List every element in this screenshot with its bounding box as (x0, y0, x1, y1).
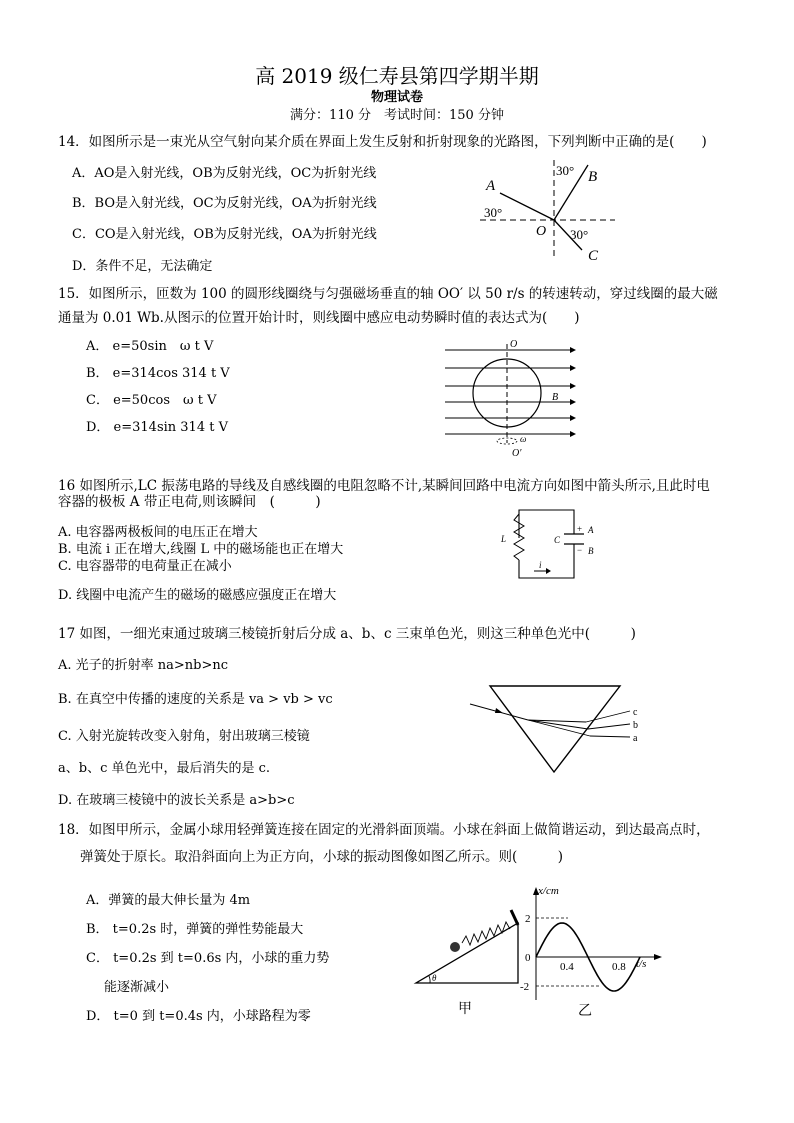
q18-option-b[interactable]: B． t=0.2s 时，弹簧的弹性势能最大 (86, 922, 304, 937)
out-ray-a (590, 736, 630, 737)
q14-option-d[interactable]: D．条件不足，无法确定 (72, 259, 213, 274)
subject-title: 物理试卷 (370, 90, 423, 105)
label-a: a (633, 733, 638, 744)
q14-option-a[interactable]: A．AO是入射光线，OB为反射光线，OC为折射光线 (72, 166, 377, 181)
ray-ao (500, 193, 554, 220)
label-c: C (588, 248, 599, 264)
label-a: A (486, 178, 496, 194)
q14-stem: 14．如图所示是一束光从空气射向某介质在界面上发生反射和折射现象的光路图，下列判断中正确的是( ) (58, 134, 707, 150)
x-tick-label-2: 0.8 (612, 961, 626, 973)
q16-stem-line2: 容器的极板 A 带正电荷,则该瞬间 ( ) (58, 494, 321, 510)
q16-stem-line1: 16 如图所示,LC 振荡电路的导线及自感线圈的电阻忽略不计,某瞬间回路中电流方向如图中箭头所示,且此时电 (58, 478, 710, 494)
label-b: b (633, 720, 638, 731)
field-arrows (570, 347, 576, 437)
y-axis-label: x/cm (538, 885, 559, 897)
q16-option-c[interactable]: C. 电容器带的电荷量正在减小 (58, 559, 232, 574)
q16-option-d[interactable]: D. 线圈中电流产生的磁场的磁感应强度正在增大 (58, 588, 337, 603)
metal-ball (450, 942, 460, 952)
caption-yi: 乙 (578, 1004, 592, 1019)
q14-light-path-figure (470, 155, 620, 265)
x-axis-label: t/s (636, 958, 647, 970)
label-minus: − (577, 545, 583, 555)
label-plus: + (577, 524, 583, 534)
q18-incline-figure-jia (408, 895, 528, 1020)
exam-meta: 满分：110 分 考试时间：150 分钟 (290, 108, 504, 123)
label-plate-a: A (588, 525, 594, 535)
q17-option-b[interactable]: B. 在真空中传播的速度的关系是 va > vb > vc (58, 692, 333, 707)
label-omega: ω (520, 434, 527, 444)
q17-stem: 17 如图，一细光束通过玻璃三棱镜折射后分成 a、b、c 三束单色光，则这三种单色光中( ) (58, 626, 636, 642)
y-tick-label-pos: 2 (525, 913, 531, 925)
out-ray-c (586, 711, 630, 722)
label-theta: θ (432, 973, 437, 983)
label-b-field: B (552, 392, 559, 403)
label-o: O (536, 224, 547, 239)
q17-option-c-cont: a、b、c 单色光中，最后消失的是 c. (58, 761, 271, 776)
q17-option-a[interactable]: A. 光子的折射率 na>nb>nc (58, 658, 229, 673)
angle-label-right: 30° (570, 227, 589, 242)
q15-option-c[interactable]: C． e=50cos ω t V (86, 393, 217, 408)
q18-vibration-chart-yi (518, 882, 668, 1022)
angle-label-left: 30° (484, 205, 503, 220)
q18-option-c[interactable]: C． t=0.2s 到 t=0.6s 内，小球的重力势 (86, 951, 330, 966)
q15-stem-line2: 通量为 0.01 Wb.从图示的位置开始计时，则线圈中感应电动势瞬时值的表达式为( ) (58, 310, 580, 326)
angle-label-top: 30° (556, 163, 575, 178)
q14-option-c[interactable]: C．CO是入射光线，OB为反射光线，OA为折射光线 (72, 227, 377, 242)
q17-option-c[interactable]: C. 入射光旋转改变入射角，射出玻璃三棱镜 (58, 729, 310, 744)
q15-option-a[interactable]: A． e=50sin ω t V (86, 339, 214, 354)
x-tick-label-1: 0.4 (560, 961, 574, 973)
label-plate-b: B (588, 546, 594, 556)
label-c: C (554, 535, 561, 545)
page-title: 高 2019 级仁寿县第四学期半期 (255, 64, 539, 88)
q14-option-b[interactable]: B．BO是入射光线，OC为反射光线，OA为折射光线 (72, 196, 377, 211)
q15-option-d[interactable]: D． e=314sin 314 t V (86, 420, 228, 435)
q15-stem-line1: 15．如图所示，匝数为 100 的圆形线圈绕与匀强磁场垂直的轴 OO′ 以 50 r/s 的转速转动，穿过线圈的最大磁 (58, 286, 718, 302)
label-c: c (633, 707, 638, 718)
q18-option-d[interactable]: D． t=0 到 t=0.4s 内，小球路程为零 (86, 1009, 311, 1024)
label-l: L (501, 534, 507, 544)
label-i: i (539, 560, 542, 570)
label-b: B (588, 169, 598, 185)
q17-option-d[interactable]: D. 在玻璃三棱镜中的波长关系是 a>b>c (58, 793, 295, 808)
q16-option-b[interactable]: B. 电流 i 正在增大,线圈 L 中的磁场能也正在增大 (58, 542, 344, 557)
out-ray-b (588, 724, 630, 729)
caption-jia: 甲 (458, 1002, 472, 1017)
y-tick-label-zero: 0 (525, 952, 531, 964)
q15-coil-figure (440, 338, 580, 458)
q18-option-a[interactable]: A．弹簧的最大伸长量为 4m (86, 893, 251, 908)
q18-stem-line2: 弹簧处于原长。取沿斜面向上为正方向，小球的振动图像如图乙所示。则( ) (80, 849, 564, 865)
fixed-top (511, 910, 518, 925)
label-o-bottom: O′ (512, 448, 522, 458)
label-o-top: O (510, 339, 518, 350)
y-tick-label-neg: -2 (520, 981, 530, 993)
q17-prism-figure (468, 682, 648, 777)
q18-option-c-cont: 能逐渐减小 (104, 980, 170, 995)
prism-triangle (490, 686, 620, 772)
q18-stem-line1: 18．如图甲所示，金属小球用轻弹簧连接在固定的光滑斜面顶端。小球在斜面上做简谐运动，到达最高点时， (58, 822, 710, 838)
q16-option-a[interactable]: A. 电容器两极板间的电压正在增大 (58, 525, 258, 540)
q15-option-b[interactable]: B． e=314cos 314 t V (86, 366, 230, 381)
q16-lc-circuit-figure (494, 500, 604, 582)
